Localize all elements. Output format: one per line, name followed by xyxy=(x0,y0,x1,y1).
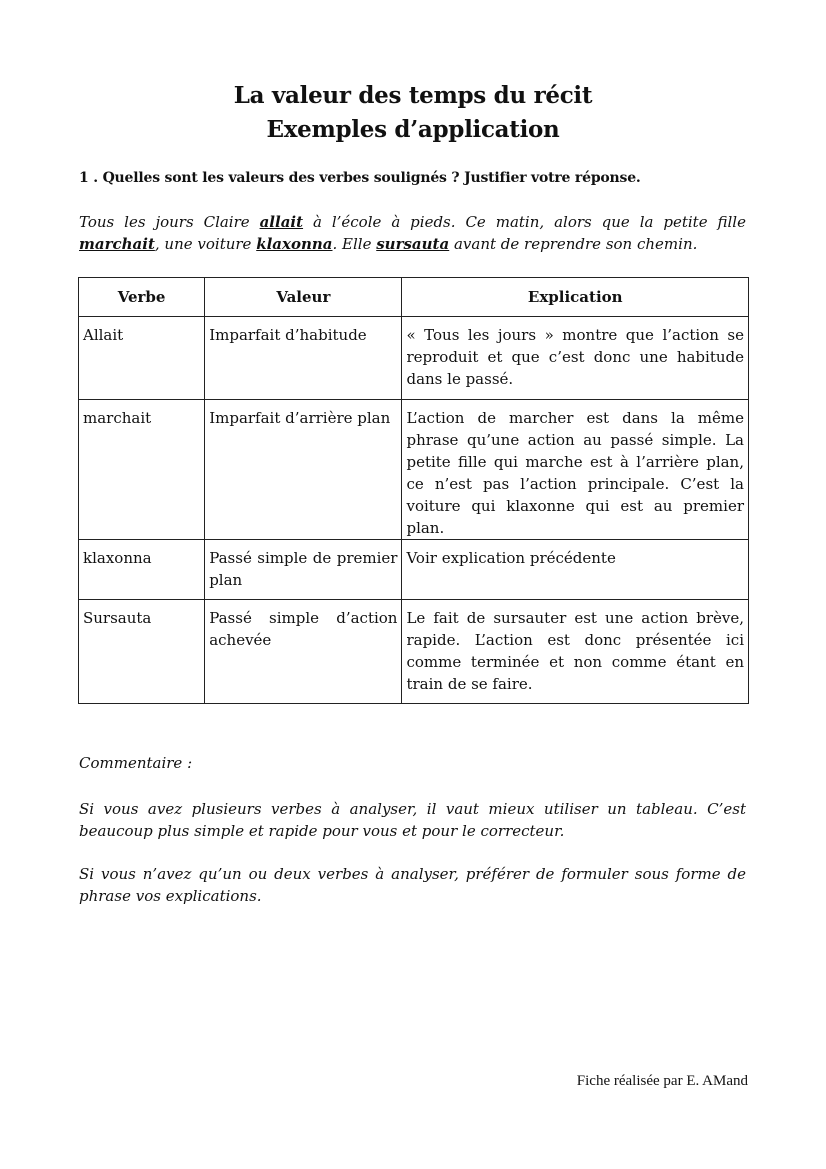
column-header-valeur: Valeur xyxy=(205,278,402,317)
underlined-verb-allait: allait xyxy=(259,213,304,231)
comment-paragraph: Si vous avez plusieurs verbes à analyser, il vaut mieux utiliser un tableau. C’est beaucoup plus simple et rapide pour vous et pour le correcteur. xyxy=(79,800,746,840)
passage-text: Tous les jours Claire xyxy=(79,213,260,231)
table-header-row xyxy=(79,278,749,317)
underlined-verb-sursauta: sursauta xyxy=(376,235,450,253)
table-row xyxy=(79,317,749,400)
cell-explication: Voir explication précédente xyxy=(402,540,749,600)
column-header-explication: Explication xyxy=(402,278,749,317)
table-row xyxy=(79,400,749,540)
cell-explication: L’action de marcher est dans la même phrase qu’une action au passé simple. La petite fille qui marche est à l’arrière plan, ce n’est pas l’action principale. C’est la voiture qui klaxonne qui est au premier plan. xyxy=(402,400,749,540)
page-subtitle: Exemples d’application xyxy=(266,116,560,143)
cell-explication: « Tous les jours » montre que l’action se reproduit et que c’est donc une habitude dans le passé. xyxy=(402,317,749,400)
underlined-verb-marchait: marchait xyxy=(79,235,155,253)
question-heading: 1 . Quelles sont les valeurs des verbes soulignés ? Justifier votre réponse. xyxy=(79,170,641,186)
author-footer: Fiche réalisée par E. AMand xyxy=(576,1073,748,1089)
table-row xyxy=(79,540,749,600)
passage-text: , une voiture xyxy=(154,235,257,253)
verb-analysis-table xyxy=(78,277,749,704)
table-row xyxy=(79,600,749,704)
cell-verbe: marchait xyxy=(79,400,205,540)
cell-valeur: Imparfait d’habitude xyxy=(205,317,402,400)
comment-paragraph: Si vous n’avez qu’un ou deux verbes à analyser, préférer de formuler sous forme de phrase vos explications. xyxy=(79,865,746,905)
cell-verbe: Sursauta xyxy=(79,600,205,704)
page-title: La valeur des temps du récit xyxy=(233,82,593,109)
cell-explication: Le fait de sursauter est une action brève, rapide. L’action est donc présentée ici comme terminée et non comme étant en train de se faire. xyxy=(402,600,749,704)
cell-verbe: klaxonna xyxy=(79,540,205,600)
example-passage xyxy=(79,211,746,255)
passage-text: avant de reprendre son chemin. xyxy=(449,235,698,253)
passage-text: à l’école à pieds. Ce matin, alors que la petite fille xyxy=(303,213,746,231)
underlined-verb-klaxonna: klaxonna xyxy=(256,235,333,253)
cell-valeur: Passé simple de premier plan xyxy=(205,540,402,600)
cell-valeur: Passé simple d’action achevée xyxy=(205,600,402,704)
column-header-verbe: Verbe xyxy=(79,278,205,317)
cell-verbe: Allait xyxy=(79,317,205,400)
comment-label: Commentaire : xyxy=(79,754,193,772)
cell-valeur: Imparfait d’arrière plan xyxy=(205,400,402,540)
passage-text: . Elle xyxy=(332,235,377,253)
